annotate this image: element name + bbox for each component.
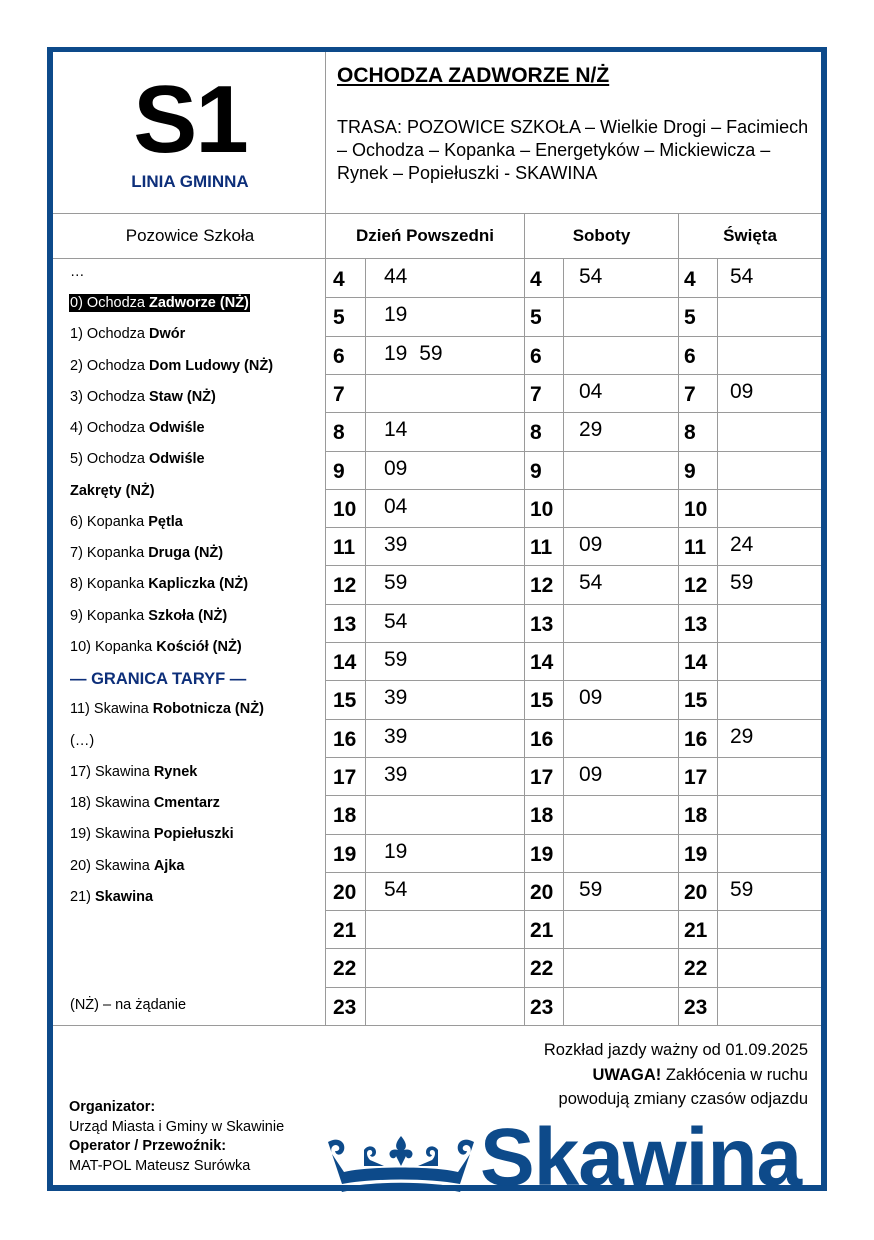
hour-weekday: 17 (333, 766, 357, 789)
hour-weekday: 15 (333, 689, 357, 712)
hour-weekday: 20 (333, 881, 357, 904)
hour-saturday: 22 (530, 957, 554, 980)
tariff-boundary: — GRANICA TARYF — (70, 670, 247, 688)
hour-holiday: 9 (684, 460, 696, 483)
departure-minutes-weekday: 54 (384, 878, 408, 901)
hour-saturday: 18 (530, 804, 554, 827)
stop-item: … (70, 264, 85, 280)
hour-weekday: 16 (333, 728, 357, 751)
stop-item: 9) Kopanka Szkoła (NŻ) (70, 608, 228, 624)
stop-name: Kapliczka (NŻ) (148, 576, 249, 592)
departure-minutes-saturday: 09 (579, 533, 603, 556)
departure-minutes-weekday: 04 (384, 495, 408, 518)
departure-minutes-weekday: 19 (384, 840, 408, 863)
stop-item: 11) Skawina Robotnicza (NŻ) (70, 701, 264, 717)
hour-holiday: 5 (684, 306, 696, 329)
column-saturday: Soboty (572, 226, 631, 245)
stop-name: Cmentarz (153, 795, 220, 811)
hour-saturday: 13 (530, 613, 554, 636)
departure-minutes-weekday: 54 (384, 610, 408, 633)
route-description: TRASA: POZOWICE SZKOŁA – Wielkie Drogi – Facimiech – Ochodza – Kopanka – Energetyków – Mickiewicza – Rynek – Popiełuszki - SKAWINA (337, 117, 809, 183)
validity-notice (544, 1038, 808, 1112)
departure-minutes-saturday: 09 (579, 763, 603, 786)
row-divider (326, 719, 821, 720)
departure-minutes-weekday: 39 (384, 763, 408, 786)
hour-holiday: 14 (684, 651, 708, 674)
hour-weekday: 6 (333, 345, 345, 368)
stop-name: Odwiśle (149, 451, 205, 467)
row-divider (326, 910, 821, 911)
stop-name: Pętla (148, 514, 183, 530)
hour-saturday: 23 (530, 996, 554, 1019)
origin-stop: Pozowice Szkoła (125, 226, 255, 245)
hour-holiday: 20 (684, 881, 708, 904)
hour-saturday: 19 (530, 843, 554, 866)
stop-item: 21) Skawina (70, 889, 154, 905)
stop-name: Druga (NŻ) (148, 545, 224, 561)
row-divider (326, 336, 821, 337)
row-divider (326, 642, 821, 643)
hour-weekday: 12 (333, 574, 357, 597)
row-divider (326, 987, 821, 988)
hour-holiday: 10 (684, 498, 708, 521)
stop-item: 4) Ochodza Odwiśle (70, 420, 205, 436)
hour-weekday: 18 (333, 804, 357, 827)
stop-name: Dom Ludowy (NŻ) (149, 358, 274, 374)
stop-name: Szkoła (NŻ) (148, 608, 228, 624)
hour-weekday: 19 (333, 843, 357, 866)
operator: MAT-POL Mateusz Surówka (69, 1157, 251, 1174)
row-divider (326, 834, 821, 835)
stop-name: Staw (NŻ) (149, 389, 216, 405)
current-stop: 0) Ochodza Zadworze (NŻ) (70, 295, 249, 311)
departure-minutes-saturday: 54 (579, 265, 603, 288)
hour-weekday: 8 (333, 421, 345, 444)
hour-saturday: 8 (530, 421, 542, 444)
hour-weekday: 4 (333, 268, 345, 291)
divider (678, 213, 679, 1025)
hour-holiday: 6 (684, 345, 696, 368)
crown-logo-icon (328, 1136, 474, 1192)
hour-saturday: 12 (530, 574, 554, 597)
column-weekday: Dzień Powszedni (356, 226, 494, 245)
hour-weekday: 14 (333, 651, 357, 674)
departure-minutes-holiday: 09 (730, 380, 754, 403)
hour-saturday: 4 (530, 268, 542, 291)
hour-weekday: 7 (333, 383, 345, 406)
departure-minutes-holiday: 59 (730, 878, 754, 901)
stop-item: 19) Skawina Popiełuszki (70, 826, 234, 842)
divider (53, 213, 821, 214)
departure-minutes-weekday: 14 (384, 418, 408, 441)
row-divider (326, 412, 821, 413)
departure-minutes-saturday: 59 (579, 878, 603, 901)
row-divider (326, 451, 821, 452)
departure-minutes-holiday: 29 (730, 725, 754, 748)
stop-item: (…) (70, 733, 95, 749)
hour-saturday: 21 (530, 919, 554, 942)
stop-name: Zakręty (NŻ) (70, 483, 155, 499)
hour-holiday: 11 (684, 536, 707, 559)
row-divider (326, 565, 821, 566)
hour-weekday: 23 (333, 996, 357, 1019)
stop-name: Kościół (NŻ) (156, 639, 242, 655)
stop-item: 20) Skawina Ajka (70, 858, 185, 874)
stop-name: Odwiśle (149, 420, 205, 436)
row-divider (326, 680, 821, 681)
organizer: Urząd Miasta i Gminy w Skawinie (69, 1118, 285, 1135)
row-divider (326, 527, 821, 528)
divider (53, 258, 821, 259)
divider (524, 213, 525, 1025)
departure-minutes-weekday: 39 (384, 686, 408, 709)
row-divider (326, 297, 821, 298)
legend-note: (NŻ) – na żądanie (70, 997, 187, 1013)
hour-holiday: 23 (684, 996, 708, 1019)
hour-weekday: 5 (333, 306, 345, 329)
stop-item (70, 483, 155, 499)
departure-minutes-weekday: 09 (384, 457, 408, 480)
stop-name: Zadworze (NŻ) (149, 295, 249, 311)
row-divider (326, 948, 821, 949)
hour-holiday: 18 (684, 804, 708, 827)
stop-name: Ajka (153, 858, 185, 874)
hour-holiday: 7 (684, 383, 696, 406)
hour-weekday: 13 (333, 613, 357, 636)
skawina-logo-text: Skawina (480, 1112, 802, 1203)
stop-item: 5) Ochodza Odwiśle (70, 451, 205, 467)
row-divider (326, 374, 821, 375)
departure-minutes-weekday: 19 (384, 303, 408, 326)
stop-item: 3) Ochodza Staw (NŻ) (70, 389, 216, 405)
hour-holiday: 15 (684, 689, 708, 712)
hour-weekday: 21 (333, 919, 357, 942)
hour-saturday: 20 (530, 881, 554, 904)
hour-holiday: 4 (684, 268, 696, 291)
stop-item: 2) Ochodza Dom Ludowy (NŻ) (70, 358, 274, 374)
row-divider (326, 795, 821, 796)
stop-name: Popiełuszki (153, 826, 234, 842)
hour-weekday: 11 (333, 536, 356, 559)
departure-minutes-saturday: 54 (579, 571, 603, 594)
departure-minutes-weekday: 59 (384, 571, 408, 594)
hour-saturday: 15 (530, 689, 554, 712)
hour-saturday: 17 (530, 766, 554, 789)
hour-saturday: 10 (530, 498, 554, 521)
row-divider (326, 604, 821, 605)
divider (53, 1025, 821, 1026)
valid-from: Rozkład jazdy ważny od 01.09.2025 (543, 1041, 808, 1059)
stop-title: OCHODZA ZADWORZE N/Ż (337, 64, 610, 87)
row-divider (326, 757, 821, 758)
departure-minutes-holiday: 59 (730, 571, 754, 594)
column-holiday: Święta (723, 226, 777, 245)
hour-saturday: 9 (530, 460, 542, 483)
stop-name: Dwór (149, 326, 186, 342)
hour-holiday: 12 (684, 574, 708, 597)
hour-weekday: 10 (333, 498, 357, 521)
departure-minutes-weekday: 19 59 (384, 342, 443, 365)
row-divider (326, 872, 821, 873)
departure-minutes-weekday: 39 (384, 725, 408, 748)
stop-item: 7) Kopanka Druga (NŻ) (70, 545, 224, 561)
hour-holiday: 21 (684, 919, 708, 942)
stop-item: 6) Kopanka Pętla (70, 514, 183, 530)
departure-minutes-weekday: 44 (384, 265, 408, 288)
hour-weekday: 22 (333, 957, 357, 980)
stop-name: Skawina (95, 889, 154, 905)
stop-name: Robotnicza (NŻ) (152, 701, 264, 717)
stop-item: 18) Skawina Cmentarz (70, 795, 220, 811)
divider (325, 52, 326, 1026)
stop-item: 10) Kopanka Kościół (NŻ) (70, 639, 242, 655)
departure-minutes-weekday: 39 (384, 533, 408, 556)
stop-item: 1) Ochodza Dwór (70, 326, 186, 342)
warning-line2: powodują zmiany czasów odjazdu (558, 1090, 808, 1108)
organizer-label: Organizator: (69, 1099, 156, 1115)
hour-holiday: 16 (684, 728, 708, 751)
line-type: LINIA GMINNA (131, 172, 249, 191)
departure-minutes-saturday: 04 (579, 380, 603, 403)
departure-minutes-weekday: 59 (384, 648, 408, 671)
hour-saturday: 5 (530, 306, 542, 329)
operator-label: Operator / Przewoźnik: (69, 1138, 227, 1154)
hour-weekday: 9 (333, 460, 345, 483)
hour-saturday: 11 (530, 536, 553, 559)
hour-holiday: 8 (684, 421, 696, 444)
warning: UWAGA! Zakłócenia w ruchu (592, 1065, 808, 1084)
departure-minutes-holiday: 54 (730, 265, 754, 288)
hour-holiday: 13 (684, 613, 708, 636)
stop-item: 8) Kopanka Kapliczka (NŻ) (70, 576, 249, 592)
hour-saturday: 16 (530, 728, 554, 751)
hour-saturday: 6 (530, 345, 542, 368)
departure-minutes-saturday: 29 (579, 418, 603, 441)
hour-holiday: 17 (684, 766, 708, 789)
hour-holiday: 22 (684, 957, 708, 980)
organizer-block (69, 1098, 284, 1176)
departure-minutes-holiday: 24 (730, 533, 754, 556)
line-number: S1 (133, 66, 247, 173)
row-divider (326, 489, 821, 490)
stop-name: Rynek (153, 764, 198, 780)
stop-item: 17) Skawina Rynek (70, 764, 198, 780)
departure-minutes-saturday: 09 (579, 686, 603, 709)
hour-holiday: 19 (684, 843, 708, 866)
hour-saturday: 14 (530, 651, 554, 674)
hour-saturday: 7 (530, 383, 542, 406)
